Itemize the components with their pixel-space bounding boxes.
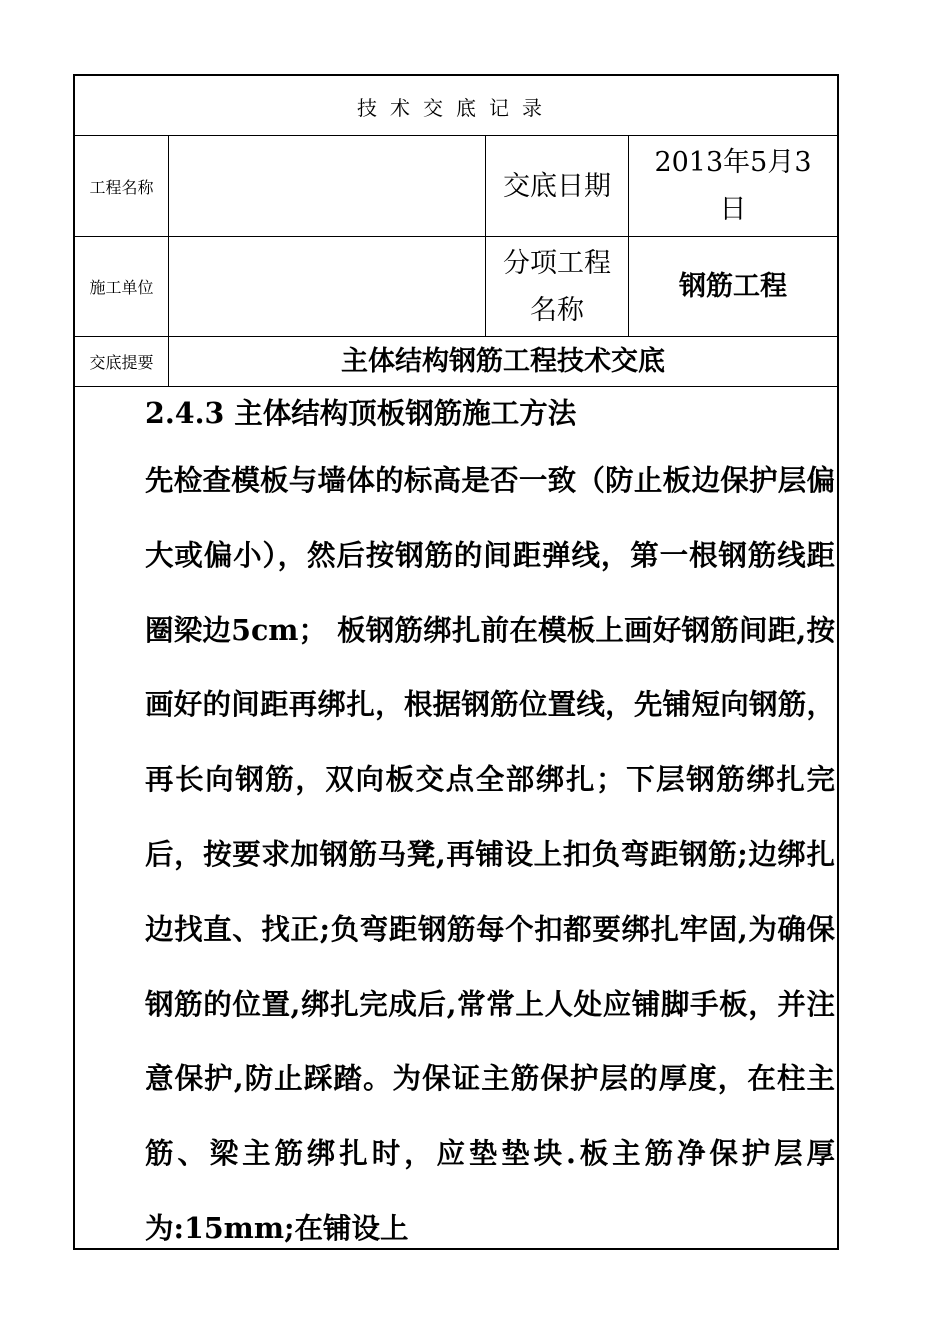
date-label: 交底日期 — [503, 170, 611, 202]
row-divider — [75, 386, 837, 387]
contractor-label: 施工单位 — [89, 278, 154, 297]
summary-value: 主体结构钢筋工程技术交底 — [341, 346, 665, 377]
section-heading: 2.4.3 主体结构顶板钢筋施工方法 — [145, 396, 577, 430]
project-name-value — [169, 136, 485, 236]
summary-label: 交底提要 — [89, 353, 154, 372]
subitem-label: 分项工程名称 — [503, 247, 611, 326]
project-name-label: 工程名称 — [89, 177, 154, 197]
date-value: 2013年5月3日 — [654, 147, 812, 225]
contractor-value — [169, 237, 485, 336]
section-paragraph: 先检查模板与墙体的标高是否一致（防止板边保护层偏大或偏小），然后按钢筋的间距弹线，第一根钢筋线距圈梁边5cm； 板钢筋绑扎前在模板上画好钢筋间距,按画好的间距再绑扎，根据钢筋位置线，先铺短向钢筋，再长向钢筋，双向板交点全部绑扎；下层钢筋绑扎完后，按要求加钢筋马凳,再铺设上扣负弯距钢筋;边绑扎边找直、找正;负弯距钢筋每个扣都要绑扎牢固,为确保钢筋的位置,绑扎完成后,常常上人处应铺脚手板，并注意保护,防止踩踏。为保证主筋保护层的厚度，在柱主筋、梁主筋绑扎时，应垫垫块.板主筋净保护层厚为:15mm;在铺设上 — [145, 463, 835, 1245]
disclosure-record-form — [73, 74, 839, 1250]
subitem-value: 钢筋工程 — [679, 271, 787, 302]
form-title: 技术交底记录 — [357, 95, 555, 120]
